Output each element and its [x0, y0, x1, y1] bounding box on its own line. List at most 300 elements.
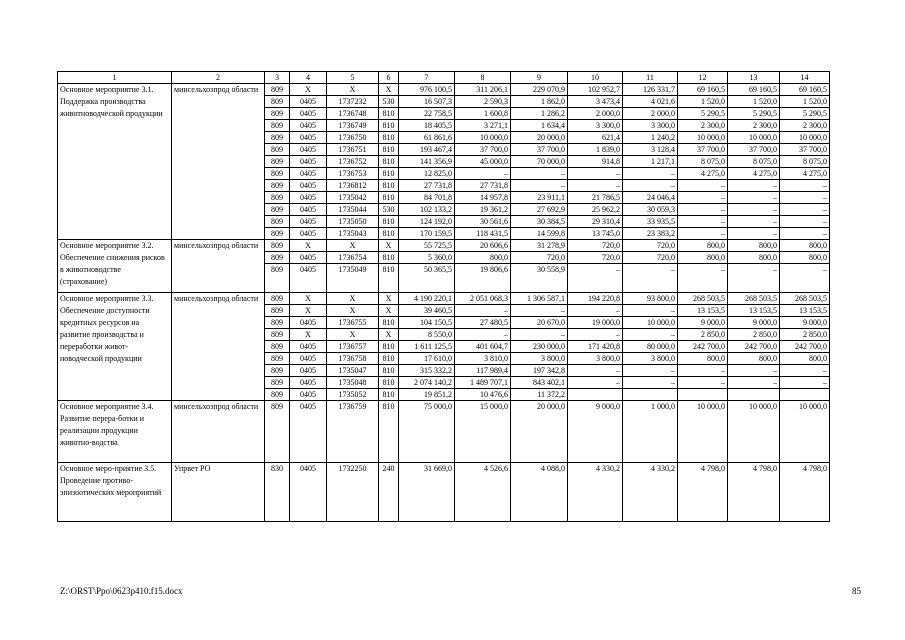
code-cell: 809 [265, 168, 290, 180]
amount-cell: 2 300,0 [678, 120, 728, 132]
amount-cell: 61 861,6 [399, 132, 455, 144]
code-cell: 809 [265, 228, 290, 240]
amount-cell: 3 300,0 [568, 120, 623, 132]
amount-cell: 2 000,0 [623, 108, 678, 120]
amount-cell: – [678, 192, 728, 204]
amount-cell: 2 850,0 [678, 329, 728, 341]
amount-cell: 170 159,5 [399, 228, 455, 240]
amount-cell: 229 070,9 [511, 84, 568, 96]
amount-cell: 37 700,0 [728, 144, 780, 156]
amount-cell [623, 389, 678, 401]
column-header: 3 [265, 72, 290, 84]
amount-cell: 1 634,4 [511, 120, 568, 132]
table-row [58, 84, 830, 96]
amount-cell: 242 700,0 [780, 341, 830, 353]
code-cell: 1735052 [327, 389, 379, 401]
amount-cell: 8 075,0 [728, 156, 780, 168]
amount-cell: 31 278,9 [511, 240, 568, 252]
code-cell: X [327, 305, 379, 317]
code-cell: 1735044 [327, 204, 379, 216]
amount-cell: – [728, 377, 780, 389]
amount-cell: 39 460,5 [399, 305, 455, 317]
code-cell: 810 [379, 389, 399, 401]
amount-cell: 102 952,7 [568, 84, 623, 96]
amount-cell: 30 059,3 [623, 204, 678, 216]
amount-cell: 3 271,1 [455, 120, 511, 132]
amount-cell: 1 306 587,1 [511, 293, 568, 305]
amount-cell: 10 476,6 [455, 389, 511, 401]
amount-cell: 20 670,0 [511, 317, 568, 329]
amount-cell: 1 240,2 [623, 132, 678, 144]
amount-cell: 268 503,5 [728, 293, 780, 305]
amount-cell: 1 862,0 [511, 96, 568, 108]
code-cell: X [327, 84, 379, 96]
amount-cell: 10 000,0 [678, 401, 728, 463]
amount-cell: 2 300,0 [728, 120, 780, 132]
code-cell: 809 [265, 264, 290, 293]
amount-cell: – [568, 377, 623, 389]
amount-cell: 2 300,0 [780, 120, 830, 132]
amount-cell: 11 372,2 [511, 389, 568, 401]
code-cell: 1736758 [327, 353, 379, 365]
amount-cell [728, 389, 780, 401]
amount-cell: 401 604,7 [455, 341, 511, 353]
amount-cell: 8 075,0 [678, 156, 728, 168]
amount-cell: 800,0 [728, 353, 780, 365]
amount-cell: 3 810,0 [455, 353, 511, 365]
amount-cell: – [728, 180, 780, 192]
code-cell: 1732250 [327, 463, 379, 522]
code-cell: 1736757 [327, 341, 379, 353]
amount-cell: 29 310,4 [568, 216, 623, 228]
code-cell: 0405 [290, 353, 327, 365]
amount-cell: – [623, 377, 678, 389]
table-row [58, 240, 830, 252]
amount-cell: – [568, 329, 623, 341]
code-cell: 809 [265, 132, 290, 144]
amount-cell: 84 701,8 [399, 192, 455, 204]
code-cell: 810 [379, 168, 399, 180]
amount-cell: 914,8 [568, 156, 623, 168]
amount-cell: 23 383,2 [623, 228, 678, 240]
table-row [58, 293, 830, 305]
amount-cell: 976 100,5 [399, 84, 455, 96]
amount-cell: 12 825,0 [399, 168, 455, 180]
code-cell: 809 [265, 365, 290, 377]
code-cell: 1736759 [327, 401, 379, 463]
code-cell: 809 [265, 240, 290, 252]
code-cell: 830 [265, 463, 290, 522]
column-header: 5 [327, 72, 379, 84]
amount-cell: 720,0 [623, 240, 678, 252]
code-cell: X [290, 305, 327, 317]
amount-cell: 1 217,1 [623, 156, 678, 168]
amount-cell: – [678, 264, 728, 293]
code-cell: 809 [265, 329, 290, 341]
amount-cell: 37 700,0 [678, 144, 728, 156]
amount-cell: 8 550,0 [399, 329, 455, 341]
code-cell: 0405 [290, 365, 327, 377]
amount-cell: 194 220,8 [568, 293, 623, 305]
code-cell: 1736755 [327, 317, 379, 329]
amount-cell: 2 051 068,3 [455, 293, 511, 305]
code-cell: 0405 [290, 341, 327, 353]
column-header: 12 [678, 72, 728, 84]
code-cell: 809 [265, 341, 290, 353]
amount-cell: 25 962,2 [568, 204, 623, 216]
amount-cell: 1 286,2 [511, 108, 568, 120]
amount-cell: 45 000,0 [455, 156, 511, 168]
amount-cell: 20 000,0 [511, 401, 568, 463]
code-cell: 1736752 [327, 156, 379, 168]
code-cell: 810 [379, 120, 399, 132]
amount-cell: 10 000,0 [678, 132, 728, 144]
amount-cell: 30 384,5 [511, 216, 568, 228]
amount-cell: 69 160,5 [678, 84, 728, 96]
code-cell: X [327, 329, 379, 341]
amount-cell: – [780, 365, 830, 377]
amount-cell: – [623, 329, 678, 341]
amount-cell: 3 800,0 [568, 353, 623, 365]
code-cell: 810 [379, 216, 399, 228]
amount-cell: 27 480,5 [455, 317, 511, 329]
amount-cell: 800,0 [780, 353, 830, 365]
code-cell: 809 [265, 401, 290, 463]
code-cell: 810 [379, 132, 399, 144]
code-cell: 1735049 [327, 264, 379, 293]
code-cell: 0405 [290, 377, 327, 389]
code-cell: 0405 [290, 168, 327, 180]
code-cell: X [379, 329, 399, 341]
code-cell: 0405 [290, 96, 327, 108]
amount-cell: 5 290,5 [780, 108, 830, 120]
amount-cell: 9 000,0 [728, 317, 780, 329]
amount-cell: – [568, 180, 623, 192]
amount-cell: 3 128,4 [623, 144, 678, 156]
amount-cell: 22 758,5 [399, 108, 455, 120]
amount-cell: 19 361,2 [455, 204, 511, 216]
amount-cell: 1 839,0 [568, 144, 623, 156]
code-cell: 809 [265, 192, 290, 204]
code-cell: 1736753 [327, 168, 379, 180]
amount-cell: 10 000,0 [728, 401, 780, 463]
code-cell: 1736751 [327, 144, 379, 156]
amount-cell: 4 088,0 [511, 463, 568, 522]
activity-description: Основное мероприятие 3.2. Обеспечение снижения рисков в животноводстве (страхование) [58, 240, 172, 293]
amount-cell: – [678, 216, 728, 228]
amount-cell: 311 206,1 [455, 84, 511, 96]
code-cell: X [379, 84, 399, 96]
amount-cell: 20 000,0 [511, 132, 568, 144]
amount-cell: 197 342,8 [511, 365, 568, 377]
code-cell: 1736750 [327, 132, 379, 144]
code-cell: 530 [379, 204, 399, 216]
amount-cell: 171 420,8 [568, 341, 623, 353]
amount-cell: 15 000,0 [455, 401, 511, 463]
amount-cell: – [623, 180, 678, 192]
code-cell: 809 [265, 389, 290, 401]
amount-cell: 10 000,0 [728, 132, 780, 144]
amount-cell: 37 700,0 [780, 144, 830, 156]
code-cell: 0405 [290, 252, 327, 264]
amount-cell: 3 300,0 [623, 120, 678, 132]
amount-cell: 104 150,5 [399, 317, 455, 329]
column-header: 14 [780, 72, 830, 84]
amount-cell: 843 402,1 [511, 377, 568, 389]
code-cell: 240 [379, 463, 399, 522]
amount-cell: 800,0 [728, 240, 780, 252]
amount-cell: – [568, 168, 623, 180]
amount-cell: 5 290,5 [678, 108, 728, 120]
amount-cell: – [678, 365, 728, 377]
file-path: Z:\ORST\Ppo\0623p410.f15.docx [60, 586, 183, 596]
code-cell: 809 [265, 204, 290, 216]
amount-cell: 27 692,9 [511, 204, 568, 216]
amount-cell: 4 275,0 [678, 168, 728, 180]
amount-cell: 70 000,0 [511, 156, 568, 168]
amount-cell: 55 725,5 [399, 240, 455, 252]
column-header: 1 [58, 72, 172, 84]
amount-cell: 720,0 [623, 252, 678, 264]
code-cell: 810 [379, 228, 399, 240]
amount-cell: – [511, 180, 568, 192]
amount-cell: 5 360,0 [399, 252, 455, 264]
code-cell: 1735047 [327, 365, 379, 377]
amount-cell: – [678, 180, 728, 192]
amount-cell: 5 290,5 [728, 108, 780, 120]
executor: минсельхозпрод области [172, 293, 265, 401]
code-cell: 0405 [290, 228, 327, 240]
activity-description: Основное меро-приятие 3.5. Проведение противо-эпизоотических мероприятий [58, 463, 172, 522]
code-cell: 810 [379, 377, 399, 389]
amount-cell: 33 935,5 [623, 216, 678, 228]
amount-cell: – [728, 264, 780, 293]
code-cell: X [379, 305, 399, 317]
amount-cell: 75 000,0 [399, 401, 455, 463]
code-cell: 809 [265, 317, 290, 329]
amount-cell: 80 000,0 [623, 341, 678, 353]
amount-cell: 10 000,0 [780, 132, 830, 144]
amount-cell: – [780, 264, 830, 293]
code-cell: 0405 [290, 317, 327, 329]
code-cell: 809 [265, 156, 290, 168]
code-cell: 0405 [290, 264, 327, 293]
executor: минсельхозпрод области [172, 401, 265, 463]
amount-cell: 1 520,0 [728, 96, 780, 108]
amount-cell: 9 000,0 [780, 317, 830, 329]
amount-cell: 30 561,6 [455, 216, 511, 228]
amount-cell: – [623, 365, 678, 377]
amount-cell [678, 389, 728, 401]
amount-cell: 31 669,0 [399, 463, 455, 522]
amount-cell [780, 389, 830, 401]
column-header: 11 [623, 72, 678, 84]
column-header: 2 [172, 72, 265, 84]
code-cell: 810 [379, 108, 399, 120]
amount-cell: 10 000,0 [623, 317, 678, 329]
amount-cell: 4 190 220,1 [399, 293, 455, 305]
amount-cell: 50 365,5 [399, 264, 455, 293]
table-row [58, 401, 830, 463]
code-cell: X [327, 240, 379, 252]
amount-cell: 4 798,0 [728, 463, 780, 522]
amount-cell: 193 467,4 [399, 144, 455, 156]
code-cell: X [379, 293, 399, 305]
code-cell: 1736754 [327, 252, 379, 264]
amount-cell: – [568, 365, 623, 377]
amount-cell: 20 606,6 [455, 240, 511, 252]
amount-cell: – [780, 377, 830, 389]
executor: минсельхозпрод области [172, 240, 265, 293]
amount-cell: – [780, 204, 830, 216]
amount-cell: – [623, 305, 678, 317]
activity-description: Основное мероприятие 3.1. Поддержка производства животноводческой продукции [58, 84, 172, 240]
amount-cell: 800,0 [780, 240, 830, 252]
amount-cell: 10 000,0 [780, 401, 830, 463]
amount-cell: 1 489 707,1 [455, 377, 511, 389]
amount-cell: 14 957,8 [455, 192, 511, 204]
amount-cell: 315 332,2 [399, 365, 455, 377]
amount-cell: 37 700,0 [455, 144, 511, 156]
code-cell: 1735050 [327, 216, 379, 228]
amount-cell: – [455, 305, 511, 317]
amount-cell: – [728, 365, 780, 377]
code-cell: X [290, 329, 327, 341]
amount-cell: 1 611 125,5 [399, 341, 455, 353]
amount-cell: – [678, 204, 728, 216]
amount-cell: 17 610,0 [399, 353, 455, 365]
amount-cell: 1 520,0 [780, 96, 830, 108]
amount-cell: 19 806,6 [455, 264, 511, 293]
amount-cell: 268 503,5 [678, 293, 728, 305]
amount-cell: 3 800,0 [623, 353, 678, 365]
amount-cell: 4 798,0 [678, 463, 728, 522]
code-cell: 809 [265, 120, 290, 132]
code-cell: 1735048 [327, 377, 379, 389]
code-cell: 0405 [290, 132, 327, 144]
code-cell: 809 [265, 180, 290, 192]
table-row [58, 463, 830, 522]
column-header: 6 [379, 72, 399, 84]
amount-cell: 93 800,0 [623, 293, 678, 305]
amount-cell: – [728, 228, 780, 240]
budget-table [57, 71, 830, 522]
column-header: 9 [511, 72, 568, 84]
code-cell: 0405 [290, 144, 327, 156]
amount-cell: – [623, 264, 678, 293]
amount-cell: 4 526,6 [455, 463, 511, 522]
code-cell: 810 [379, 156, 399, 168]
amount-cell: 1 520,0 [678, 96, 728, 108]
code-cell: 809 [265, 96, 290, 108]
code-cell: 810 [379, 353, 399, 365]
amount-cell: 242 700,0 [728, 341, 780, 353]
amount-cell: – [728, 216, 780, 228]
page-number: 85 [852, 586, 861, 596]
amount-cell: – [780, 228, 830, 240]
amount-cell: 118 431,5 [455, 228, 511, 240]
amount-cell: 3 473,4 [568, 96, 623, 108]
code-cell: 1736748 [327, 108, 379, 120]
amount-cell: 9 000,0 [568, 401, 623, 463]
amount-cell: – [568, 305, 623, 317]
code-cell: 0405 [290, 463, 327, 522]
amount-cell: – [728, 192, 780, 204]
amount-cell: 4 021,6 [623, 96, 678, 108]
column-header: 10 [568, 72, 623, 84]
amount-cell: 27 731,8 [455, 180, 511, 192]
amount-cell: 102 133,2 [399, 204, 455, 216]
code-cell: X [290, 84, 327, 96]
code-cell: 809 [265, 377, 290, 389]
amount-cell: 2 000,0 [568, 108, 623, 120]
amount-cell: – [455, 329, 511, 341]
amount-cell: 800,0 [678, 353, 728, 365]
amount-cell: – [678, 377, 728, 389]
amount-cell: 720,0 [511, 252, 568, 264]
amount-cell: – [678, 228, 728, 240]
code-cell: 1735043 [327, 228, 379, 240]
code-cell: X [327, 293, 379, 305]
amount-cell: 69 160,5 [728, 84, 780, 96]
amount-cell: 30 558,9 [511, 264, 568, 293]
activity-description: Основное мероприятие 3.3. Обеспечение доступности кредитных ресурсов на развитие производства и переработки живот-новодческой продукции [58, 293, 172, 401]
amount-cell: – [511, 305, 568, 317]
code-cell: 809 [265, 252, 290, 264]
code-cell: 810 [379, 180, 399, 192]
code-cell: 810 [379, 144, 399, 156]
code-cell: 810 [379, 252, 399, 264]
amount-cell: 800,0 [728, 252, 780, 264]
code-cell: 0405 [290, 108, 327, 120]
amount-cell: 2 850,0 [780, 329, 830, 341]
amount-cell: 4 275,0 [728, 168, 780, 180]
amount-cell: 126 331,7 [623, 84, 678, 96]
code-cell: 0405 [290, 204, 327, 216]
executor: минсельхозпрод области [172, 84, 265, 240]
amount-cell: 124 192,0 [399, 216, 455, 228]
amount-cell: 14 599,8 [511, 228, 568, 240]
code-cell: 810 [379, 341, 399, 353]
amount-cell: 4 798,0 [780, 463, 830, 522]
amount-cell: 1 000,0 [623, 401, 678, 463]
amount-cell: 16 507,3 [399, 96, 455, 108]
amount-cell: 720,0 [568, 240, 623, 252]
amount-cell: – [511, 168, 568, 180]
amount-cell: 13 153,5 [728, 305, 780, 317]
amount-cell: 10 000,0 [455, 132, 511, 144]
column-header: 13 [728, 72, 780, 84]
amount-cell: 242 700,0 [678, 341, 728, 353]
amount-cell: 19 000,0 [568, 317, 623, 329]
amount-cell: – [728, 204, 780, 216]
amount-cell: 2 074 140,2 [399, 377, 455, 389]
code-cell: 0405 [290, 389, 327, 401]
amount-cell: 24 046,4 [623, 192, 678, 204]
amount-cell: 69 160,5 [780, 84, 830, 96]
activity-description: Основное мероприятие 3.4. Развитие перера-ботки и реализации продукции животно-водства [58, 401, 172, 463]
amount-cell: 800,0 [780, 252, 830, 264]
amount-cell: 268 503,5 [780, 293, 830, 305]
code-cell: 809 [265, 84, 290, 96]
amount-cell: – [780, 192, 830, 204]
code-cell: 809 [265, 305, 290, 317]
amount-cell: 2 590,3 [455, 96, 511, 108]
amount-cell: 8 075,0 [780, 156, 830, 168]
amount-cell: 13 745,0 [568, 228, 623, 240]
amount-cell: 21 786,5 [568, 192, 623, 204]
column-header: 7 [399, 72, 455, 84]
